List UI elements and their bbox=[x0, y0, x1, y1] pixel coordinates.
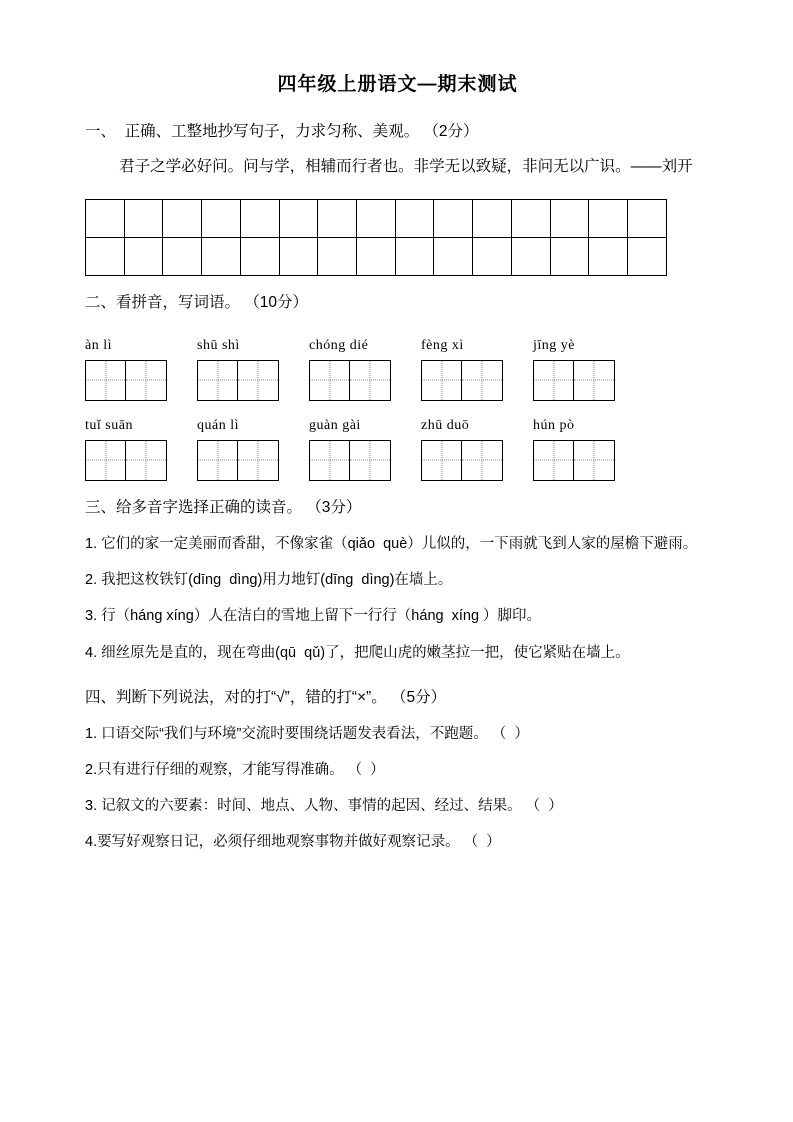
write-cell[interactable] bbox=[124, 238, 163, 276]
write-cell[interactable] bbox=[279, 238, 318, 276]
tianzige-cell[interactable] bbox=[574, 440, 615, 481]
section-3-question-4: 4. 细丝原先是直的，现在弯曲(qū qǔ)了，把爬山虎的嫩茎拉一把，使它紧贴在墙上。 bbox=[85, 644, 630, 661]
write-cell[interactable] bbox=[202, 238, 241, 276]
pinyin-item bbox=[309, 417, 421, 481]
write-cell[interactable] bbox=[473, 200, 512, 238]
page-title: 四年级上册语文—期末测试 bbox=[277, 74, 518, 95]
write-cell[interactable] bbox=[86, 200, 125, 238]
tianzige-box[interactable] bbox=[309, 440, 391, 481]
write-cell[interactable] bbox=[163, 238, 202, 276]
tianzige-box[interactable] bbox=[197, 440, 279, 481]
write-cell[interactable] bbox=[202, 200, 241, 238]
section-3-question-2: 2. 我把这枚铁钉(dīng dìng)用力地钉(dīng dìng)在墙上。 bbox=[85, 572, 453, 589]
pinyin-item bbox=[197, 417, 309, 481]
tianzige-box[interactable] bbox=[309, 360, 391, 401]
tianzige-cell[interactable] bbox=[462, 360, 503, 401]
section-4-heading: 四、判断下列说法，对的打“√”，错的打“×”。 （5分） bbox=[85, 688, 447, 706]
pinyin-label: zhū duō bbox=[421, 417, 470, 433]
write-cell[interactable] bbox=[434, 238, 473, 276]
pinyin-item bbox=[85, 337, 197, 401]
tianzige-cell[interactable] bbox=[197, 440, 238, 481]
tianzige-cell[interactable] bbox=[421, 440, 462, 481]
tianzige-cell[interactable] bbox=[462, 440, 503, 481]
tianzige-cell[interactable] bbox=[350, 360, 391, 401]
pinyin-label: guàn gài bbox=[309, 417, 361, 433]
copy-writing-grid-wrapper bbox=[85, 199, 710, 276]
tianzige-cell[interactable] bbox=[85, 360, 126, 401]
write-cell[interactable] bbox=[240, 238, 279, 276]
tianzige-box[interactable] bbox=[421, 440, 503, 481]
pinyin-label: jīng yè bbox=[533, 337, 575, 353]
tianzige-cell[interactable] bbox=[533, 440, 574, 481]
pinyin-item bbox=[85, 417, 197, 481]
tianzige-box[interactable] bbox=[85, 440, 167, 481]
write-cell[interactable] bbox=[240, 200, 279, 238]
pinyin-item bbox=[309, 337, 421, 401]
section-1-passage: 君子之学必好问。问与学，相辅而行者也。非学无以致疑，非问无以广识。——刘开 bbox=[119, 158, 693, 176]
tianzige-box[interactable] bbox=[533, 360, 615, 401]
tianzige-box[interactable] bbox=[197, 360, 279, 401]
tianzige-box[interactable] bbox=[85, 360, 167, 401]
pinyin-label: àn lì bbox=[85, 337, 112, 353]
pinyin-item bbox=[421, 337, 533, 401]
tianzige-cell[interactable] bbox=[197, 360, 238, 401]
write-cell[interactable] bbox=[511, 238, 550, 276]
pinyin-label: fèng xì bbox=[421, 337, 464, 353]
write-cell[interactable] bbox=[318, 200, 357, 238]
section-3-heading: 三、给多音字选择正确的读音。 （3分） bbox=[85, 498, 362, 516]
section-1-heading: 一、 正确、工整地抄写句子，力求匀称、美观。 （2分） bbox=[85, 122, 479, 140]
tianzige-cell[interactable] bbox=[309, 360, 350, 401]
write-cell[interactable] bbox=[511, 200, 550, 238]
tianzige-cell[interactable] bbox=[85, 440, 126, 481]
table-row[interactable] bbox=[86, 200, 667, 238]
tianzige-cell[interactable] bbox=[126, 360, 167, 401]
tianzige-cell[interactable] bbox=[533, 360, 574, 401]
write-cell[interactable] bbox=[628, 238, 667, 276]
paper-content bbox=[85, 60, 710, 861]
pinyin-label: shū shì bbox=[197, 337, 240, 353]
tianzige-box[interactable] bbox=[533, 440, 615, 481]
pinyin-label: tuǐ suān bbox=[85, 417, 133, 433]
write-cell[interactable] bbox=[473, 238, 512, 276]
tianzige-cell[interactable] bbox=[350, 440, 391, 481]
section-4-question-1: 1. 口语交际“我们与环境”交流时要围绕话题发表看法，不跑题。 （ ） bbox=[85, 725, 529, 742]
tianzige-cell[interactable] bbox=[574, 360, 615, 401]
write-cell[interactable] bbox=[550, 200, 589, 238]
write-cell[interactable] bbox=[318, 238, 357, 276]
write-cell[interactable] bbox=[163, 200, 202, 238]
table-row[interactable] bbox=[86, 238, 667, 276]
pinyin-item bbox=[533, 417, 645, 481]
tianzige-cell[interactable] bbox=[421, 360, 462, 401]
write-cell[interactable] bbox=[395, 200, 434, 238]
write-cell[interactable] bbox=[434, 200, 473, 238]
tianzige-cell[interactable] bbox=[126, 440, 167, 481]
pinyin-label: chóng dié bbox=[309, 337, 369, 353]
write-cell[interactable] bbox=[589, 200, 628, 238]
section-4-question-2: 2.只有进行仔细的观察，才能写得准确。 （ ） bbox=[85, 761, 385, 778]
pinyin-item bbox=[197, 337, 309, 401]
section-4-question-4: 4.要写好观察日记，必须仔细地观察事物并做好观察记录。 （ ） bbox=[85, 834, 501, 851]
pinyin-item bbox=[533, 337, 645, 401]
section-3-question-3: 3. 行（háng xíng）人在洁白的雪地上留下一行行（háng xíng ）脚印。 bbox=[85, 608, 542, 625]
pinyin-row-1 bbox=[85, 337, 710, 401]
pinyin-label: hún pò bbox=[533, 417, 575, 433]
pinyin-row-2 bbox=[85, 417, 710, 481]
write-cell[interactable] bbox=[357, 238, 396, 276]
section-2-heading: 二、看拼音，写词语。 （10分） bbox=[85, 294, 309, 312]
pinyin-item bbox=[421, 417, 533, 481]
section-4-question-3: 3. 记叙文的六要素：时间、地点、人物、事情的起因、经过、结果。 （ ） bbox=[85, 798, 563, 815]
write-cell[interactable] bbox=[589, 238, 628, 276]
write-cell[interactable] bbox=[86, 238, 125, 276]
pinyin-label: quán lì bbox=[197, 417, 239, 433]
write-cell[interactable] bbox=[628, 200, 667, 238]
section-3-question-1: 1. 它们的家一定美丽而香甜，不像家雀（qiǎo què）儿似的，一下雨就飞到人家的屋檐下避雨。 bbox=[85, 535, 698, 552]
write-cell[interactable] bbox=[550, 238, 589, 276]
tianzige-cell[interactable] bbox=[238, 440, 279, 481]
write-cell[interactable] bbox=[357, 200, 396, 238]
write-cell[interactable] bbox=[124, 200, 163, 238]
tianzige-cell[interactable] bbox=[238, 360, 279, 401]
tianzige-cell[interactable] bbox=[309, 440, 350, 481]
tianzige-box[interactable] bbox=[421, 360, 503, 401]
write-cell[interactable] bbox=[279, 200, 318, 238]
write-cell[interactable] bbox=[395, 238, 434, 276]
copy-writing-grid[interactable] bbox=[85, 199, 667, 276]
